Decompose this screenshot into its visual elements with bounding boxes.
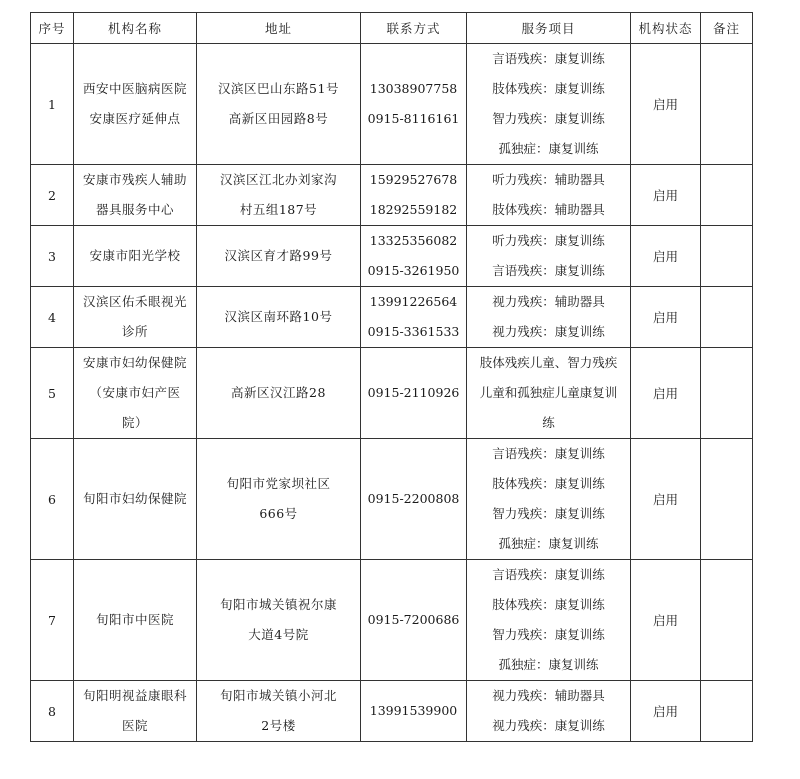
service-line: 孤独症：康复训练 xyxy=(498,536,599,551)
institution-status: 启用 xyxy=(631,439,701,560)
institution-services xyxy=(467,681,631,742)
address-line: 2号楼 xyxy=(261,718,296,733)
service-line: 肢体残疾：康复训练 xyxy=(492,81,605,96)
institution-services xyxy=(467,560,631,681)
address-line: 666号 xyxy=(259,506,298,521)
contact-line: 13991226564 xyxy=(369,294,458,309)
institution-status: 启用 xyxy=(631,44,701,165)
institution-services xyxy=(467,44,631,165)
name-line: 安康医疗延伸点 xyxy=(89,111,181,126)
header-contact: 联系方式 xyxy=(361,13,467,44)
institution-name xyxy=(74,44,197,165)
institution-note xyxy=(701,287,753,348)
name-line: 诊所 xyxy=(121,324,148,339)
institution-contact xyxy=(361,165,467,226)
address-line: 汉滨区江北办刘家沟 xyxy=(219,172,337,187)
institution-services xyxy=(467,165,631,226)
header-services: 服务项目 xyxy=(467,13,631,44)
service-line: 言语残疾：康复训练 xyxy=(492,446,605,461)
address-line: 汉滨区南环路10号 xyxy=(224,309,333,324)
name-line: 旬阳市中医院 xyxy=(95,612,174,627)
institution-status: 启用 xyxy=(631,165,701,226)
service-line: 言语残疾：康复训练 xyxy=(492,51,605,66)
service-line: 言语残疾：康复训练 xyxy=(492,263,605,278)
institution-note xyxy=(701,560,753,681)
institution-name xyxy=(74,287,197,348)
service-line: 视力残疾：辅助器具 xyxy=(492,294,605,309)
institution-address xyxy=(197,44,361,165)
institution-address xyxy=(197,560,361,681)
institution-services xyxy=(467,439,631,560)
institution-note xyxy=(701,348,753,439)
service-line: 听力残疾：康复训练 xyxy=(492,233,605,248)
institution-status: 启用 xyxy=(631,681,701,742)
institution-contact xyxy=(361,226,467,287)
service-line: 视力残疾：康复训练 xyxy=(492,718,605,733)
row-number: 8 xyxy=(31,681,74,742)
name-line: 院） xyxy=(121,415,148,430)
service-line: 言语残疾：康复训练 xyxy=(492,567,605,582)
institution-name xyxy=(74,560,197,681)
institution-status: 启用 xyxy=(631,560,701,681)
contact-line: 0915-2200808 xyxy=(367,491,460,506)
address-line: 高新区汉江路28 xyxy=(231,385,326,400)
institution-contact xyxy=(361,44,467,165)
institution-address xyxy=(197,681,361,742)
service-line: 肢体残疾：康复训练 xyxy=(492,476,605,491)
institution-name xyxy=(74,439,197,560)
name-line: 汉滨区佑禾眼视光 xyxy=(82,294,187,309)
service-line: 听力残疾：辅助器具 xyxy=(492,172,605,187)
institution-address xyxy=(197,439,361,560)
name-line: 医院 xyxy=(121,718,148,733)
institution-name xyxy=(74,348,197,439)
header-name: 机构名称 xyxy=(74,13,197,44)
institution-address xyxy=(197,165,361,226)
institution-services xyxy=(467,348,631,439)
institution-services xyxy=(467,226,631,287)
header-note: 备注 xyxy=(701,13,753,44)
name-line: 安康市残疾人辅助 xyxy=(82,172,187,187)
institution-status: 启用 xyxy=(631,226,701,287)
table-row xyxy=(31,287,753,348)
service-line: 练 xyxy=(542,415,555,430)
table-row xyxy=(31,681,753,742)
name-line: 安康市阳光学校 xyxy=(89,248,181,263)
institution-table xyxy=(30,12,753,742)
service-line: 视力残疾：辅助器具 xyxy=(492,688,605,703)
address-line: 高新区田园路8号 xyxy=(228,111,329,126)
row-number: 7 xyxy=(31,560,74,681)
institution-contact xyxy=(361,348,467,439)
institution-address xyxy=(197,226,361,287)
address-line: 旬阳市党家坝社区 xyxy=(226,476,331,491)
contact-line: 15929527678 xyxy=(369,172,458,187)
address-line: 汉滨区巴山东路51号 xyxy=(218,81,339,96)
institution-note xyxy=(701,681,753,742)
contact-line: 0915-8116161 xyxy=(367,111,460,126)
table-row xyxy=(31,226,753,287)
service-line: 儿童和孤独症儿童康复训 xyxy=(479,385,618,400)
name-line: 旬阳明视益康眼科 xyxy=(82,688,187,703)
service-line: 智力残疾：康复训练 xyxy=(492,627,605,642)
contact-line: 0915-3261950 xyxy=(367,263,460,278)
contact-line: 13038907758 xyxy=(369,81,458,96)
institution-note xyxy=(701,44,753,165)
address-line: 村五组187号 xyxy=(239,202,318,217)
address-line: 旬阳市城关镇祝尔康 xyxy=(219,597,337,612)
row-number: 4 xyxy=(31,287,74,348)
row-number: 2 xyxy=(31,165,74,226)
name-line: 旬阳市妇幼保健院 xyxy=(82,491,187,506)
row-number: 6 xyxy=(31,439,74,560)
institution-contact xyxy=(361,681,467,742)
institution-note xyxy=(701,226,753,287)
row-number: 3 xyxy=(31,226,74,287)
institution-address xyxy=(197,287,361,348)
institution-name xyxy=(74,681,197,742)
institution-name xyxy=(74,165,197,226)
service-line: 肢体残疾儿童、智力残疾 xyxy=(479,355,618,370)
row-number: 5 xyxy=(31,348,74,439)
service-line: 孤独症：康复训练 xyxy=(498,657,599,672)
institution-note xyxy=(701,165,753,226)
institution-status: 启用 xyxy=(631,348,701,439)
contact-line: 0915-3361533 xyxy=(367,324,460,339)
header-status: 机构状态 xyxy=(631,13,701,44)
name-line: 西安中医脑病医院 xyxy=(82,81,187,96)
contact-line: 13325356082 xyxy=(369,233,458,248)
institution-contact xyxy=(361,560,467,681)
service-line: 肢体残疾：康复训练 xyxy=(492,597,605,612)
service-line: 肢体残疾：辅助器具 xyxy=(492,202,605,217)
name-line: 器具服务中心 xyxy=(95,202,174,217)
table-row xyxy=(31,165,753,226)
name-line: （安康市妇产医 xyxy=(89,385,181,400)
institution-services xyxy=(467,287,631,348)
institution-contact xyxy=(361,439,467,560)
service-line: 智力残疾：康复训练 xyxy=(492,111,605,126)
contact-line: 0915-7200686 xyxy=(367,612,460,627)
institution-address xyxy=(197,348,361,439)
contact-line: 0915-2110926 xyxy=(367,385,460,400)
institution-name xyxy=(74,226,197,287)
header-address: 地址 xyxy=(197,13,361,44)
address-line: 旬阳市城关镇小河北 xyxy=(219,688,337,703)
address-line: 大道4号院 xyxy=(248,627,309,642)
contact-line: 18292559182 xyxy=(369,202,458,217)
row-number: 1 xyxy=(31,44,74,165)
service-line: 孤独症：康复训练 xyxy=(498,141,599,156)
institution-note xyxy=(701,439,753,560)
table-row xyxy=(31,439,753,560)
service-line: 智力残疾：康复训练 xyxy=(492,506,605,521)
table-row xyxy=(31,348,753,439)
table-row xyxy=(31,560,753,681)
header-no: 序号 xyxy=(31,13,74,44)
address-line: 汉滨区育才路99号 xyxy=(224,248,333,263)
contact-line: 13991539900 xyxy=(369,703,458,718)
institution-status: 启用 xyxy=(631,287,701,348)
service-line: 视力残疾：康复训练 xyxy=(492,324,605,339)
header-row xyxy=(31,13,753,44)
name-line: 安康市妇幼保健院 xyxy=(82,355,187,370)
institution-contact xyxy=(361,287,467,348)
table-row xyxy=(31,44,753,165)
